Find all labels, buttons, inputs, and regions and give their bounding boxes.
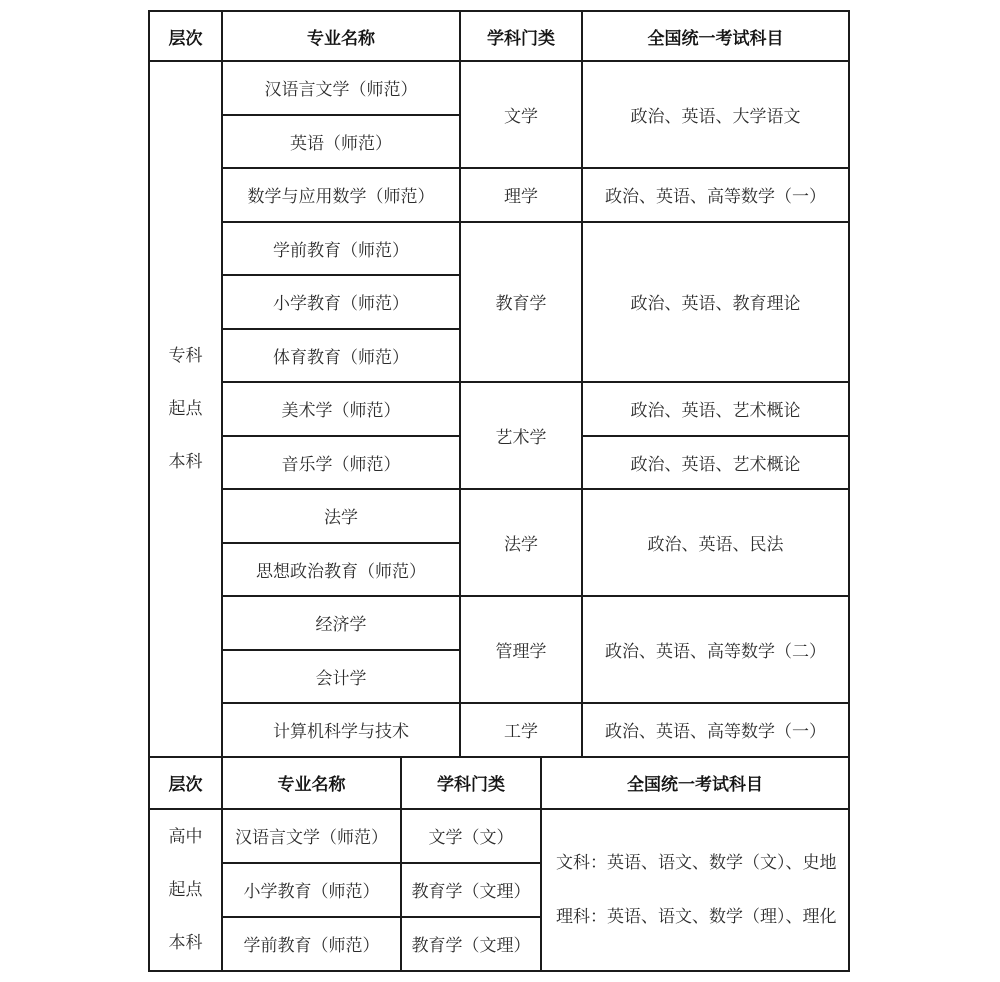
table-row xyxy=(149,382,849,436)
upper-header-major: 专业名称 xyxy=(222,11,460,61)
lower-table xyxy=(148,756,850,972)
category-cell: 文学（文） xyxy=(401,809,541,863)
exam-cell: 政治、英语、高等数学（一） xyxy=(582,703,849,757)
level-line: 本科 xyxy=(168,452,203,472)
table-row xyxy=(149,703,849,757)
level-line: 高中 xyxy=(168,827,203,846)
major-cell: 计算机科学与技术 xyxy=(222,703,460,757)
category-cell: 艺术学 xyxy=(460,382,582,489)
major-cell: 汉语言文学（师范） xyxy=(222,61,460,115)
major-cell: 小学教育（师范） xyxy=(222,275,460,329)
upper-table xyxy=(148,10,850,758)
exam-cell: 政治、英语、民法 xyxy=(582,489,849,596)
major-cell: 思想政治教育（师范） xyxy=(222,543,460,597)
major-cell: 学前教育（师范） xyxy=(222,222,460,276)
major-cell: 体育教育（师范） xyxy=(222,329,460,383)
table-row xyxy=(149,222,849,276)
major-cell: 音乐学（师范） xyxy=(222,436,460,490)
upper-level-cell xyxy=(149,61,222,757)
table-row xyxy=(149,596,849,650)
level-line: 起点 xyxy=(168,880,203,899)
category-cell: 理学 xyxy=(460,168,582,222)
lower-header-exam: 全国统一考试科目 xyxy=(541,757,849,809)
lower-header-category: 学科门类 xyxy=(401,757,541,809)
major-cell: 法学 xyxy=(222,489,460,543)
lower-level-cell xyxy=(149,809,222,971)
category-cell: 法学 xyxy=(460,489,582,596)
lower-header-level: 层次 xyxy=(149,757,222,809)
exam-cell: 政治、英语、大学语文 xyxy=(582,61,849,168)
lower-header-row xyxy=(149,757,849,809)
exam-cell: 政治、英语、艺术概论 xyxy=(582,382,849,436)
major-cell: 数学与应用数学（师范） xyxy=(222,168,460,222)
major-cell: 小学教育（师范） xyxy=(222,863,401,917)
exam-line-liberal-arts: 文科：英语、语文、数学（文）、史地 xyxy=(556,852,837,872)
upper-header-exam: 全国统一考试科目 xyxy=(582,11,849,61)
exam-cell: 政治、英语、艺术概论 xyxy=(582,436,849,490)
table-row xyxy=(149,809,849,863)
major-cell: 美术学（师范） xyxy=(222,382,460,436)
category-cell: 教育学（文理） xyxy=(401,863,541,917)
table-row xyxy=(149,168,849,222)
exam-cell: 政治、英语、高等数学（一） xyxy=(582,168,849,222)
exam-line-science: 理科：英语、语文、数学（理）、理化 xyxy=(556,906,837,926)
major-cell: 经济学 xyxy=(222,596,460,650)
lower-header-major: 专业名称 xyxy=(222,757,401,809)
upper-header-category: 学科门类 xyxy=(460,11,582,61)
category-cell: 文学 xyxy=(460,61,582,168)
level-line: 专科 xyxy=(168,346,203,366)
major-cell: 会计学 xyxy=(222,650,460,704)
level-line: 起点 xyxy=(168,399,203,419)
major-cell: 学前教育（师范） xyxy=(222,917,401,971)
admission-program-tables xyxy=(148,10,848,972)
major-cell: 英语（师范） xyxy=(222,115,460,169)
major-cell: 汉语言文学（师范） xyxy=(222,809,401,863)
exam-cell: 政治、英语、高等数学（二） xyxy=(582,596,849,703)
exam-cell: 政治、英语、教育理论 xyxy=(582,222,849,383)
upper-header-level: 层次 xyxy=(149,11,222,61)
lower-exam-cell xyxy=(541,809,849,971)
category-cell: 教育学（文理） xyxy=(401,917,541,971)
category-cell: 工学 xyxy=(460,703,582,757)
table-row xyxy=(149,61,849,115)
category-cell: 管理学 xyxy=(460,596,582,703)
level-line: 本科 xyxy=(168,933,203,952)
table-row xyxy=(149,489,849,543)
category-cell: 教育学 xyxy=(460,222,582,383)
upper-header-row xyxy=(149,11,849,61)
